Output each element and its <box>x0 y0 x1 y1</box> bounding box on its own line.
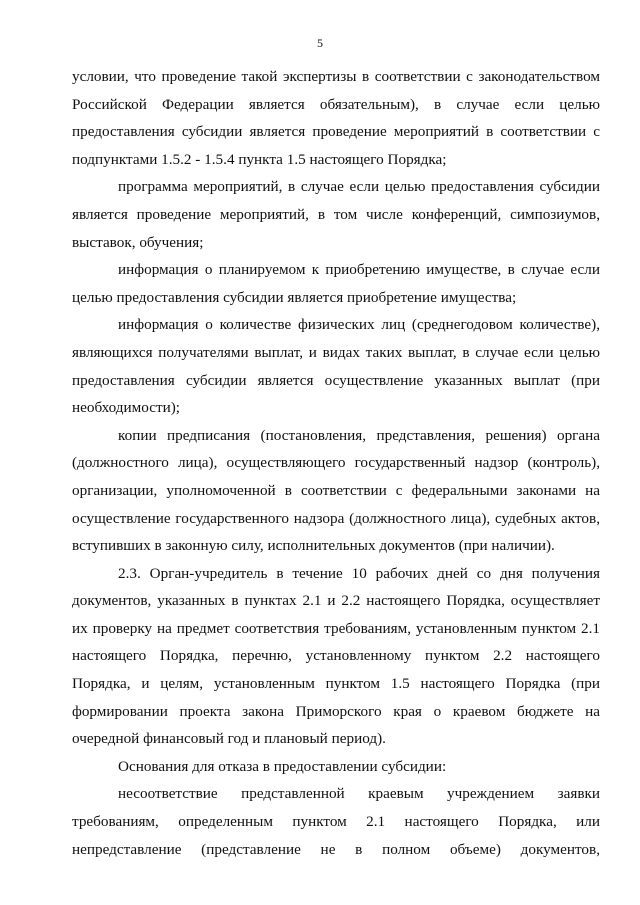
paragraph-expertise-condition: условии, что проведение такой экспертизы в соответствии с законодательством Российской Федерации является обязательным), в случае если целью предоставления субсидии является проведение мероприятий в соответствии с подпунктами 1.5.2 - 1.5.4 пункта 1.5 настоящего Порядка; <box>72 68 600 168</box>
document-body <box>72 63 600 863</box>
page-number: 5 <box>317 36 323 50</box>
paragraph-section-2-3: 2.3. Орган-учредитель в течение 10 рабочих дней со дня получения документов, указанных в пунктах 2.1 и 2.2 настоящего Порядка, осуществляет их проверку на предмет соответствия требованиям, установленным пунктом 2.1 настоящего Порядка, перечню, установленному пунктом 2.2 настоящего Порядка, и целям, установленным пунктом 1.5 настоящего Порядка (при формировании проекта закона Приморского края о краевом бюджете на очередной финансовый год и плановый период). <box>72 564 600 748</box>
paragraph-supervision-copies: копии предписания (постановления, представления, решения) органа (должностного лица), осуществляющего государственный надзор (контроль), организации, уполномоченной в соответствии с федеральными законами на осуществление государственного надзора (должностного лица), судебных актов, вступивших в законную силу, исполнительных документов (при наличии). <box>72 426 600 555</box>
paragraph-refusal-ground-1: несоответствие представленной краевым учреждением заявки требованиям, определенным пунктом 2.1 настоящего Порядка, или непредставление (представление не в полном объеме) документов, <box>72 785 600 858</box>
paragraph-event-program: программа мероприятий, в случае если целью предоставления субсидии является проведение мероприятий, в том числе конференций, симпозиумов, выставок, обучения; <box>72 178 600 251</box>
paragraph-refusal-grounds-heading: Основания для отказа в предоставлении субсидии: <box>118 757 447 775</box>
paragraph-property-info: информация о планируемом к приобретению имуществе, в случае если целью предоставления субсидии является приобретение имущества; <box>72 261 600 306</box>
paragraph-payment-recipients: информация о количестве физических лиц (среднегодовом количестве), являющихся получателями выплат, и видах таких выплат, в случае если целью предоставления субсидии является осуществление указанных выплат (при необходимости); <box>72 316 600 417</box>
